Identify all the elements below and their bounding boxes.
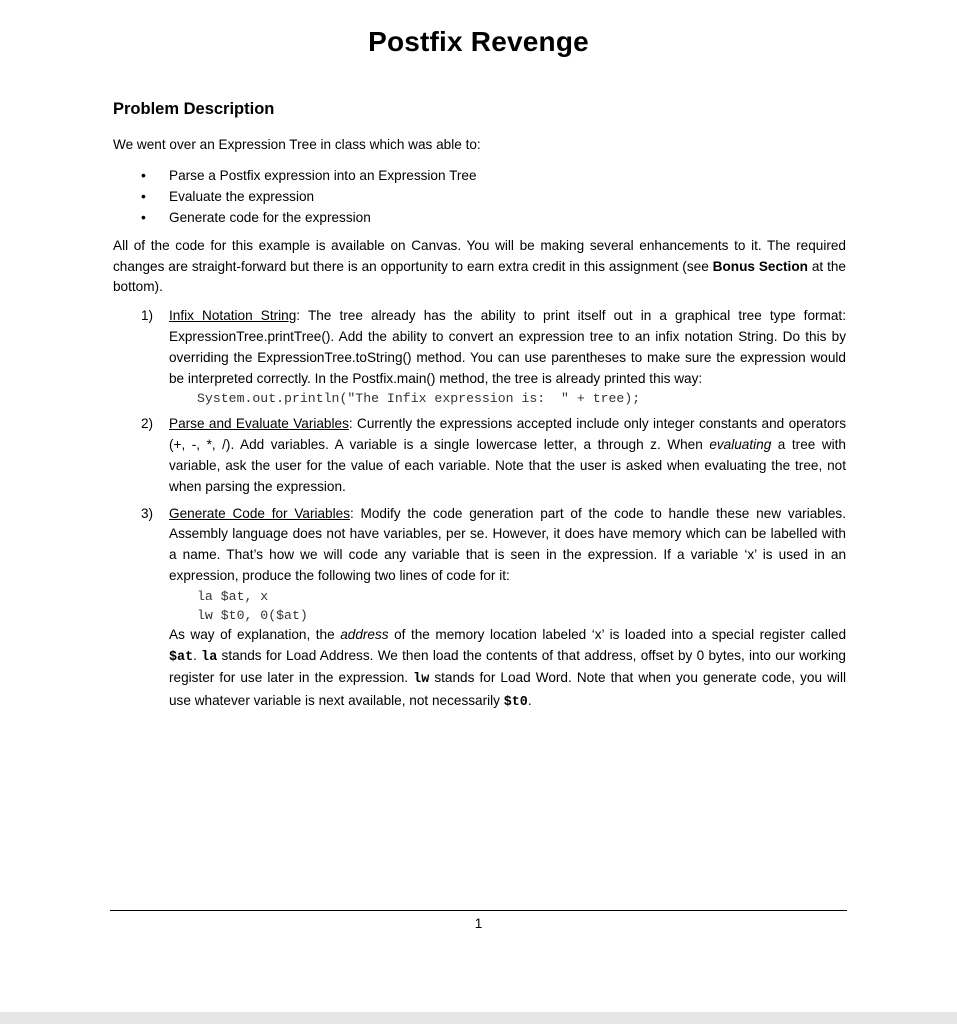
task-number: 1) [141, 308, 154, 324]
register-at: $at [169, 649, 194, 665]
capability-list [113, 165, 846, 228]
intro-text: We went over an Expression Tree in class which was able to: [113, 137, 481, 152]
explanation-text: stands for Load Address. We then load the contents of that address, offset by 0 bytes, into our working register for use later in the expression. [169, 647, 846, 686]
bonus-section-reference: Bonus Section [712, 258, 808, 274]
document-title: Postfix Revenge [368, 26, 589, 57]
list-item-text: Generate code for the expression [169, 209, 371, 225]
task-heading: Parse and Evaluate Variables [169, 416, 349, 432]
explanation-text: As way of explanation, the [169, 626, 341, 642]
task-item-variables [113, 414, 846, 497]
task-list [113, 306, 846, 714]
task-emphasis: evaluating [709, 437, 772, 453]
task-heading: Infix Notation String [169, 308, 297, 324]
instruction-lw: lw [413, 672, 430, 688]
list-item [113, 207, 846, 228]
section-heading: Problem Description [113, 100, 275, 118]
document-body [113, 98, 846, 720]
list-item [113, 165, 846, 186]
explanation-text: . [527, 693, 532, 709]
overview-text-end: at the bottom). [113, 258, 846, 295]
task-text: : Modify the code generation part of the code to handle these new variables. Assembly language does not have variables, per se. However, it does have memory which can be labelled with a name. That’s how we will code any variable that is seen in the expression. If a variable ‘x’ is used in an expression, produce the following two lines of code for it: [169, 505, 846, 583]
task-text: : Currently the expressions accepted include only integer constants and operators (+, -, *, /). Add variables. A variable is a single lowercase letter, a through z. When [169, 416, 846, 453]
register-t0: $t0 [503, 695, 528, 711]
code-line: lw $t0, 0($at) [197, 607, 308, 623]
task-heading: Generate Code for Variables [169, 505, 350, 521]
task-number: 2) [141, 416, 154, 432]
list-item-text: Evaluate the expression [169, 188, 315, 204]
task-text: : The tree already has the ability to print itself out in a graphical tree type format: ExpressionTree.printTree(). Add the ability to convert an expression tree to an infix notation String. Do this by overriding the ExpressionTree.toString() method. You can use parentheses to make sure the expression would be interpreted correctly. In the Postfix.main() method, the tree is already printed this way: [169, 308, 846, 386]
task-item-infix [113, 306, 846, 408]
explanation-text: stands for Load Word. Note that when you generate code, you will use whatever variable is next available, not necessarily [169, 670, 846, 709]
task-number: 3) [141, 505, 154, 521]
list-item-text: Parse a Postfix expression into an Expression Tree [169, 167, 477, 183]
explanation-paragraph [169, 625, 846, 714]
task-text-end: a tree with variable, ask the user for the value of each variable. Note that the user is asked when evaluating the tree, not when parsing the expression. [169, 437, 846, 494]
code-line: la $at, x [197, 588, 269, 604]
instruction-la: la [201, 649, 218, 665]
page-number: 1 [474, 916, 483, 931]
code-snippet: System.out.println("The Infix expression is: " + tree); [197, 391, 641, 407]
bullet-icon: • [141, 187, 146, 204]
viewer-bottom-strip [0, 1012, 957, 1024]
task-item-codegen [113, 504, 846, 714]
list-item [113, 186, 846, 207]
explanation-text: . [193, 647, 202, 663]
explanation-text: of the memory location labeled ‘x’ is loaded into a special register called [388, 626, 846, 642]
bullet-icon: • [141, 208, 146, 225]
footer-divider [110, 910, 847, 911]
overview-text: All of the code for this example is available on Canvas. You will be making several enhancements to it. The required changes are straight-forward but there is an opportunity to earn extra credit in this assignment (see [113, 237, 846, 274]
overview-paragraph [113, 236, 846, 298]
bullet-icon: • [141, 166, 146, 183]
address-emphasis: address [340, 626, 389, 642]
